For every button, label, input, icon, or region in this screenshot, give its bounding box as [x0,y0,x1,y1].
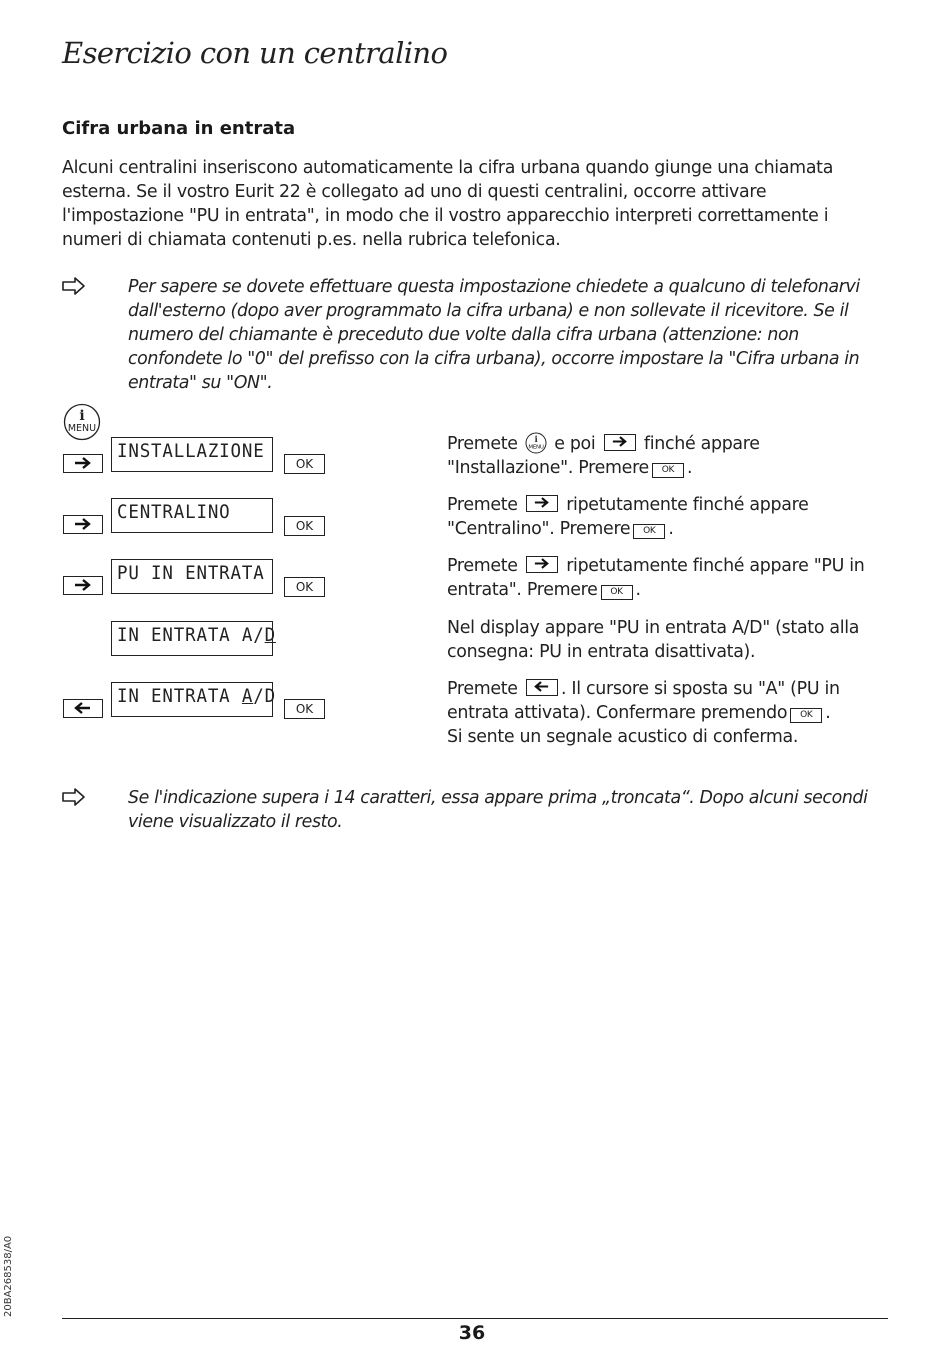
lcd-text [117,685,276,707]
svg-text:MENU: MENU [67,423,97,434]
note-hand-icon [62,276,86,296]
right-arrow-icon [74,457,91,469]
ok-key: OK [284,454,325,474]
right-arrow-icon [604,434,636,451]
lcd-display-centralino [111,498,273,533]
lcd-display-pu-in-entrata [111,559,273,594]
page-title: Esercizio con un centralino [62,36,448,70]
ok-key: OK [284,577,325,597]
right-arrow-icon [74,518,91,530]
right-arrow-icon [74,579,91,591]
note-text-1: Per sapere se dovete effettuare questa impostazione chiedete a qualcuno di telefonarvi dall'esterno (dopo aver programmato la cifra urbana) e non sollevate il ricevitore. Se il numero del chiamante è preceduto due volte dalla cifra urbana (attenzione: non confondete lo "0" del prefisso con la cifra urbana), occorre impostare la "Cifra urbana in entrata" su "ON". [128,277,860,393]
ok-key: OK [601,585,633,600]
lcd-display-in-entrata-d [111,621,276,656]
left-arrow-key [63,699,103,718]
intro-paragraph: Alcuni centralini inseriscono automaticamente la cifra urbana quando giunge una chiamata esterna. Se il vostro Eurit 22 è collegato ad uno di questi centralini, occorre attivare l'impostazione "PU in entrata", in modo che il vostro apparecchio interpreti correttamente i numeri di chiamata contenuti p.es. nella rubrica telefonica. [62,158,834,250]
menu-key-icon [63,403,101,441]
step-3-text: Premete ripetutamente finché appare "PU in entrata". Premere OK . [447,556,865,600]
document-reference: 20BA268538/A0 [3,1235,14,1317]
section-heading: Cifra urbana in entrata [62,118,296,139]
lcd-cursor: D [264,624,276,646]
step-1-text: Premete i MENU e poi finché appare "Installazione". Premere OK . [447,434,760,478]
lcd-text: CENTRALINO [117,501,231,523]
right-arrow-key [63,454,103,473]
lcd-text-prefix: IN ENTRATA A/ [117,624,265,646]
ok-key: OK [652,463,684,478]
svg-text:i: i [79,408,85,424]
lcd-cursor: A [241,685,254,707]
svg-text:i: i [534,434,538,444]
ok-key: OK [790,708,822,723]
lcd-text-suffix: /D [253,685,276,707]
lcd-display-in-entrata-a [111,682,276,717]
lcd-text [117,624,276,646]
right-arrow-icon [526,556,558,573]
ok-key: OK [633,524,665,539]
lcd-text: INSTALLAZIONE [117,440,265,462]
page-number: 36 [458,1322,486,1344]
lcd-display-installazione [111,437,273,472]
note-hand-icon [62,787,86,807]
note-text-2: Se l'indicazione supera i 14 caratteri, essa appare prima „troncata“. Dopo alcuni secondi viene visualizzato il resto. [128,788,868,832]
right-arrow-key [63,515,103,534]
right-arrow-key [63,576,103,595]
svg-text:MENU: MENU [528,444,544,451]
right-arrow-icon [526,495,558,512]
left-arrow-icon [74,702,91,714]
footer-divider [62,1318,888,1319]
step-4-text: Nel display appare "PU in entrata A/D" (stato alla consegna: PU in entrata disattivata). [447,618,860,662]
lcd-text-prefix: IN ENTRATA [117,685,242,707]
step-5-text: Premete . Il cursore si sposta su "A" (PU in entrata attivata). Confermare premendo OK . Si sente un segnale acustico di conferma. [447,679,840,747]
ok-key: OK [284,516,325,536]
step-2-text: Premete ripetutamente finché appare "Centralino". Premere OK . [447,495,809,539]
left-arrow-icon [526,679,558,696]
menu-key-icon [525,432,547,454]
ok-key: OK [284,699,325,719]
lcd-text: PU IN ENTRATA [117,562,265,584]
